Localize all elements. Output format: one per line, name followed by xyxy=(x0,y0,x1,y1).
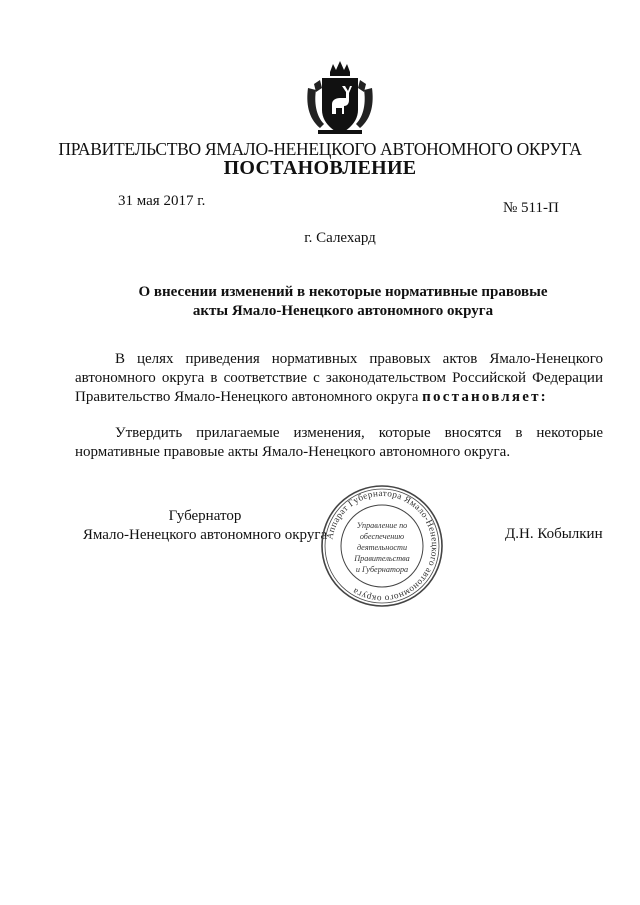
seal-center-line-4: Правительства xyxy=(354,554,410,563)
coat-of-arms-icon xyxy=(302,58,378,138)
signer-name: Д.Н. Кобылкин xyxy=(505,526,603,542)
signer-position-line-2: Ямало-Ненецкого автономного округа xyxy=(82,527,328,543)
document-number: № 511-П xyxy=(503,200,559,216)
signer-position xyxy=(75,507,335,545)
signer-position-line-1: Губернатор xyxy=(168,508,242,524)
paragraph-2: Утвердить прилагаемые изменения, которые вносятся в некоторые нормативные правовые акты Ямало-Ненецкого автономного округа. xyxy=(75,425,603,460)
document-type: ПОСТАНОВЛЕНИЕ xyxy=(223,157,417,179)
official-seal-stamp xyxy=(318,482,446,610)
paragraph-1 xyxy=(75,350,603,407)
title-line-1: О внесении изменений в некоторые нормативные правовые xyxy=(138,284,548,300)
seal-center-line-5: и Губернатора xyxy=(355,565,409,574)
document-date: 31 мая 2017 г. xyxy=(118,193,206,209)
seal-ring-text: Аппарат Губернатора Ямало-Ненецкого автономного округа xyxy=(324,487,441,605)
document-city: г. Салехард xyxy=(304,230,376,246)
paragraph-1-text: В целях приведения нормативных правовых актов Ямало-Ненецкого автономного округа в соответствие с законодательством Российской Федерации Правительство Ямало-Ненецкого автономного округа xyxy=(75,351,603,405)
seal-center-line-3: деятельности xyxy=(356,543,408,552)
paragraph-1-emphasis: постановляет: xyxy=(422,389,548,405)
title-line-2: акты Ямало-Ненецкого автономного округа xyxy=(192,303,494,319)
seal-center-line-1: Управление по xyxy=(356,521,408,530)
organization-name: ПРАВИТЕЛЬСТВО ЯМАЛО-НЕНЕЦКОГО АВТОНОМНОГО ОКРУГА xyxy=(58,139,582,159)
document-title xyxy=(0,283,640,321)
seal-center-line-2: обеспечению xyxy=(359,532,405,541)
